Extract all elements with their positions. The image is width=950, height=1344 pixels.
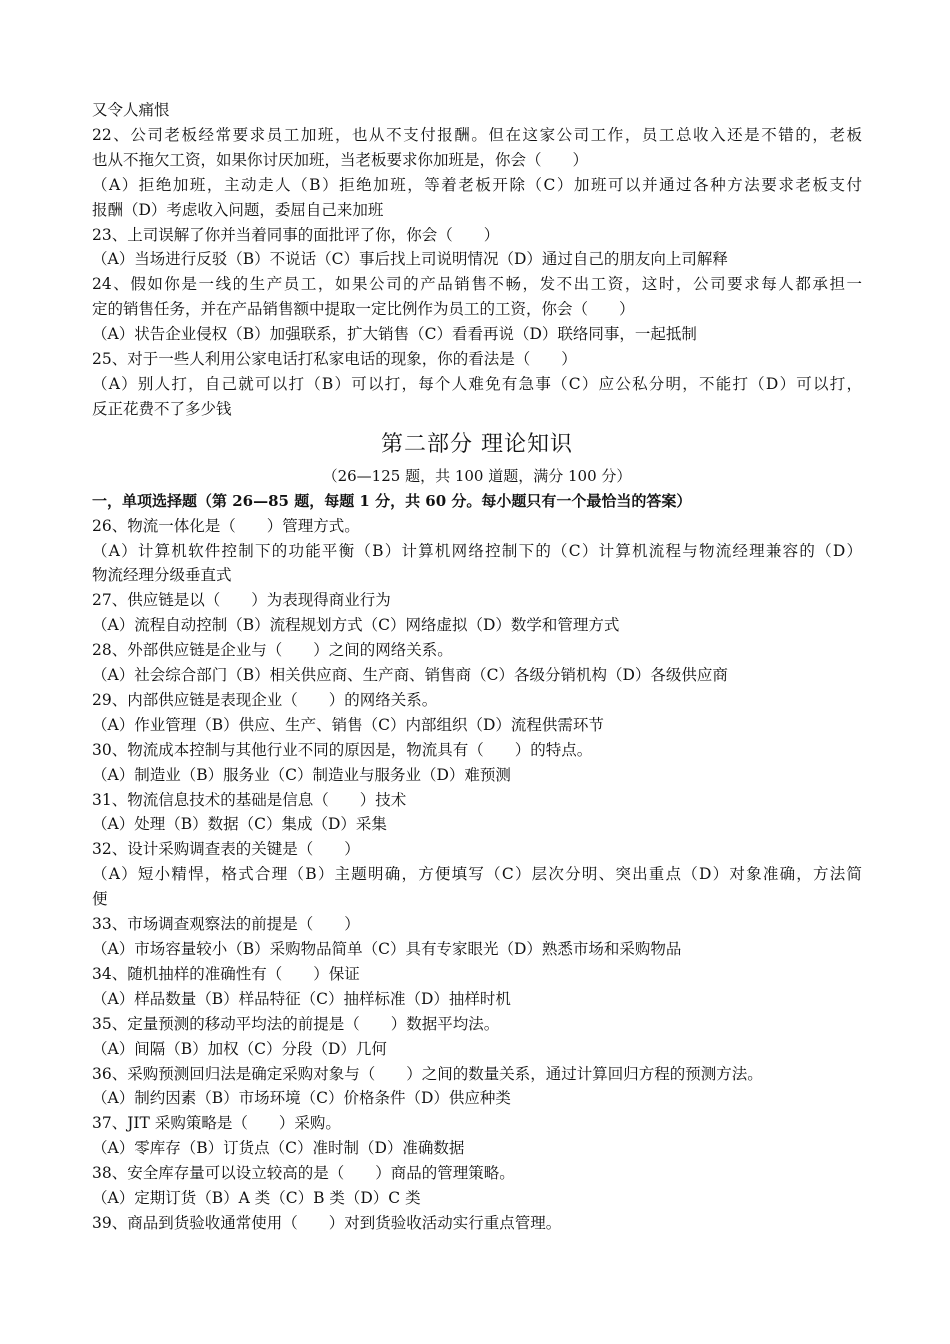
text-line: （A）社会综合部门（B）相关供应商、生产商、销售商（C）各级分销机构（D）各级供应商 [92, 666, 728, 685]
text-line: 39、商品到货验收通常使用（ ）对到货验收活动实行重点管理。 [92, 1213, 562, 1232]
text-line: （A）间隔（B）加权（C）分段（D）几何 [92, 1039, 387, 1058]
text-line: 37、JIT 采购策略是（ ）采购。 [92, 1114, 341, 1133]
text-line: 28、外部供应链是企业与（ ）之间的网络关系。 [92, 641, 453, 660]
text-line: 22、公司老板经常要求员工加班，也从不支付报酬。但在这家公司工作，员工总收入还是不错的，老板 [92, 125, 862, 144]
text-line: 29、内部供应链是表现企业（ ）的网络关系。 [92, 690, 438, 709]
text-line: （A）零库存（B）订货点（C）准时制（D）准确数据 [92, 1139, 465, 1158]
text-line: 23、上司误解了你并当着同事的面批评了你，你会（ ） [92, 225, 500, 244]
text-line: （A）作业管理（B）供应、生产、销售（C）内部组织（D）流程供需环节 [92, 715, 604, 734]
text-line: 定的销售任务，并在产品销售额中提取一定比例作为员工的工资，你会（ ） [92, 300, 635, 319]
text-line: 25、对于一些人利用公家电话打私家电话的现象，你的看法是（ ） [92, 350, 577, 369]
section-title: 第二部分 理论知识 [381, 431, 573, 457]
text-line: 30、物流成本控制与其他行业不同的原因是，物流具有（ ）的特点。 [92, 740, 593, 759]
section-subtitle: （26—125 题，共 100 道题，满分 100 分） [322, 466, 632, 485]
text-line: （A）别人打，自己就可以打（B）可以打，每个人难免有急事（C）应公私分明，不能打（D）可以打， [92, 374, 862, 393]
text-line: 27、供应链是以（ ）为表现得商业行为 [92, 591, 391, 610]
text-line: 31、物流信息技术的基础是信息（ ）技术 [92, 790, 407, 809]
text-line: （A）当场进行反驳（B）不说话（C）事后找上司说明情况（D）通过自己的朋友向上司解释 [92, 250, 728, 269]
text-line: 又令人痛恨 [92, 101, 170, 119]
section-heading: 一，单项选择题（第 26—85 题，每题 1 分，共 60 分。每小题只有一个最恰当的答案） [92, 491, 692, 510]
text-line: 35、定量预测的移动平均法的前提是（ ）数据平均法。 [92, 1014, 500, 1033]
text-line: （A）制约因素（B）市场环境（C）价格条件（D）供应种类 [92, 1089, 511, 1108]
text-line: （A）计算机软件控制下的功能平衡（B）计算机网络控制下的（C）计算机流程与物流经理兼容的（D） [92, 541, 862, 560]
text-line: 报酬（D）考虑收入问题，委屈自己来加班 [92, 200, 384, 219]
document-page [92, 98, 862, 1236]
text-line: 便 [92, 890, 108, 909]
text-line: （A）短小精悍，格式合理（B）主题明确，方便填写（C）层次分明、突出重点（D）对象准确，方法简 [92, 865, 862, 884]
text-line: （A）处理（B）数据（C）集成（D）采集 [92, 815, 387, 834]
text-line: 也从不拖欠工资，如果你讨厌加班，当老板要求你加班是，你会（ ） [92, 150, 589, 169]
text-line: 反正花费不了多少钱 [92, 399, 232, 418]
text-line: 物流经理分级垂直式 [92, 566, 232, 585]
text-line: （A）制造业（B）服务业（C）制造业与服务业（D）难预测 [92, 765, 511, 784]
text-line: 26、物流一体化是（ ）管理方式。 [92, 516, 360, 535]
text-line: （A）定期订货（B）A 类（C）B 类（D）C 类 [92, 1189, 421, 1208]
text-line: （A）状告企业侵权（B）加强联系，扩大销售（C）看看再说（D）联络同事，一起抵制 [92, 325, 697, 344]
text-line: （A）市场容量较小（B）采购物品简单（C）具有专家眼光（D）熟悉市场和采购物品 [92, 940, 682, 958]
text-line: （A）拒绝加班，主动走人（B）拒绝加班，等着老板开除（C）加班可以并通过各种方法要求老板支付 [92, 175, 862, 194]
text-line: 36、采购预测回归法是确定采购对象与（ ）之间的数量关系，通过计算回归方程的预测方法。 [92, 1064, 763, 1083]
text-line: 33、市场调查观察法的前提是（ ） [92, 915, 360, 934]
text-line: （A）样品数量（B）样品特征（C）抽样标准（D）抽样时机 [92, 989, 511, 1008]
text-line: 32、设计采购调查表的关键是（ ） [92, 840, 360, 859]
text-line: 34、随机抽样的准确性有（ ）保证 [92, 964, 360, 983]
text-line: 24、假如你是一线的生产员工，如果公司的产品销售不畅，发不出工资，这时，公司要求每人都承担一 [92, 275, 862, 294]
text-line: （A）流程自动控制（B）流程规划方式（C）网络虚拟（D）数学和管理方式 [92, 616, 620, 635]
text-line: 38、安全库存量可以设立较高的是（ ）商品的管理策略。 [92, 1164, 515, 1183]
